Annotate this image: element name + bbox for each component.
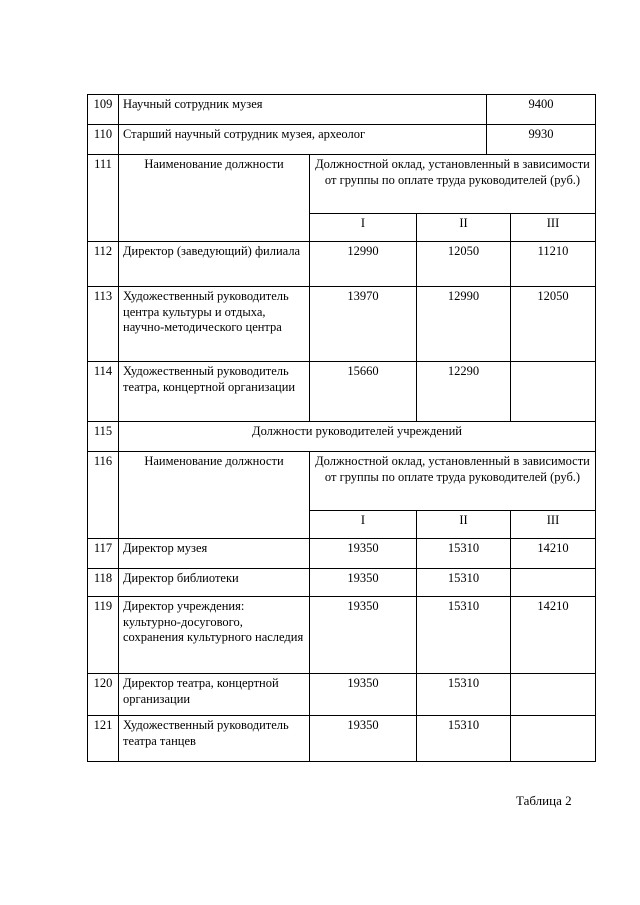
- row-number: 121: [88, 716, 119, 762]
- row-number: 117: [88, 539, 119, 569]
- row-number: 115: [88, 422, 119, 452]
- salary-group-1: 19350: [310, 716, 417, 762]
- table-header-row: [88, 452, 596, 511]
- salary-value: 9930: [487, 125, 596, 155]
- row-number: 119: [88, 597, 119, 674]
- position-name: Художественный руководитель центра культуры и отдыха, научно-методического центра: [119, 287, 310, 362]
- salary-value: 9400: [487, 95, 596, 125]
- group-header: II: [417, 511, 511, 539]
- row-number: 111: [88, 155, 119, 242]
- row-number: 120: [88, 674, 119, 716]
- table-row: [88, 569, 596, 597]
- salary-group-2: 15310: [417, 674, 511, 716]
- salary-table: [87, 94, 596, 762]
- salary-group-3: 12050: [511, 287, 596, 362]
- section-row: [88, 422, 596, 452]
- position-name: Художественный руководитель театра, концертной организации: [119, 362, 310, 422]
- salary-group-1: 15660: [310, 362, 417, 422]
- row-number: 109: [88, 95, 119, 125]
- position-name: Директор библиотеки: [119, 569, 310, 597]
- salary-group-3: [511, 362, 596, 422]
- salary-group-3: 14210: [511, 597, 596, 674]
- salary-group-1: 19350: [310, 569, 417, 597]
- position-name: Директор музея: [119, 539, 310, 569]
- header-position-name: Наименование должности: [119, 452, 310, 539]
- table-row: [88, 362, 596, 422]
- header-salary: Должностной оклад, установленный в зависимости от группы по оплате труда руководителей (руб.): [310, 155, 596, 214]
- row-number: 110: [88, 125, 119, 155]
- row-number: 112: [88, 242, 119, 287]
- salary-group-2: 12990: [417, 287, 511, 362]
- row-number: 118: [88, 569, 119, 597]
- table-row: [88, 95, 596, 125]
- salary-group-2: 15310: [417, 597, 511, 674]
- salary-group-2: 12290: [417, 362, 511, 422]
- header-position-name: Наименование должности: [119, 155, 310, 242]
- position-name: Директор (заведующий) филиала: [119, 242, 310, 287]
- salary-group-3: [511, 674, 596, 716]
- group-header: III: [511, 511, 596, 539]
- row-number: 116: [88, 452, 119, 539]
- position-name: Директор учреждения: культурно-досугового, сохранения культурного наследия: [119, 597, 310, 674]
- table-row: [88, 242, 596, 287]
- position-name: Художественный руководитель театра танцев: [119, 716, 310, 762]
- salary-group-2: 15310: [417, 716, 511, 762]
- salary-group-3: [511, 716, 596, 762]
- table-caption: Таблица 2: [516, 793, 572, 808]
- row-number: 114: [88, 362, 119, 422]
- position-name: Старший научный сотрудник музея, археолог: [119, 125, 487, 155]
- group-header: II: [417, 214, 511, 242]
- salary-group-3: 14210: [511, 539, 596, 569]
- group-header: I: [310, 511, 417, 539]
- salary-group-1: 19350: [310, 674, 417, 716]
- salary-group-2: 15310: [417, 569, 511, 597]
- position-name: Научный сотрудник музея: [119, 95, 487, 125]
- table-row: [88, 674, 596, 716]
- group-header: III: [511, 214, 596, 242]
- salary-group-3: 11210: [511, 242, 596, 287]
- salary-group-1: 13970: [310, 287, 417, 362]
- row-number: 113: [88, 287, 119, 362]
- salary-group-3: [511, 569, 596, 597]
- salary-group-2: 15310: [417, 539, 511, 569]
- table-row: [88, 125, 596, 155]
- position-name: Директор театра, концертной организации: [119, 674, 310, 716]
- group-header: I: [310, 214, 417, 242]
- section-title: Должности руководителей учреждений: [119, 422, 596, 452]
- table-row: [88, 539, 596, 569]
- table-row: [88, 597, 596, 674]
- table-header-row: [88, 155, 596, 214]
- salary-group-1: 19350: [310, 597, 417, 674]
- header-salary: Должностной оклад, установленный в зависимости от группы по оплате труда руководителей (руб.): [310, 452, 596, 511]
- salary-group-1: 12990: [310, 242, 417, 287]
- table-row: [88, 716, 596, 762]
- salary-group-2: 12050: [417, 242, 511, 287]
- salary-group-1: 19350: [310, 539, 417, 569]
- table-row: [88, 287, 596, 362]
